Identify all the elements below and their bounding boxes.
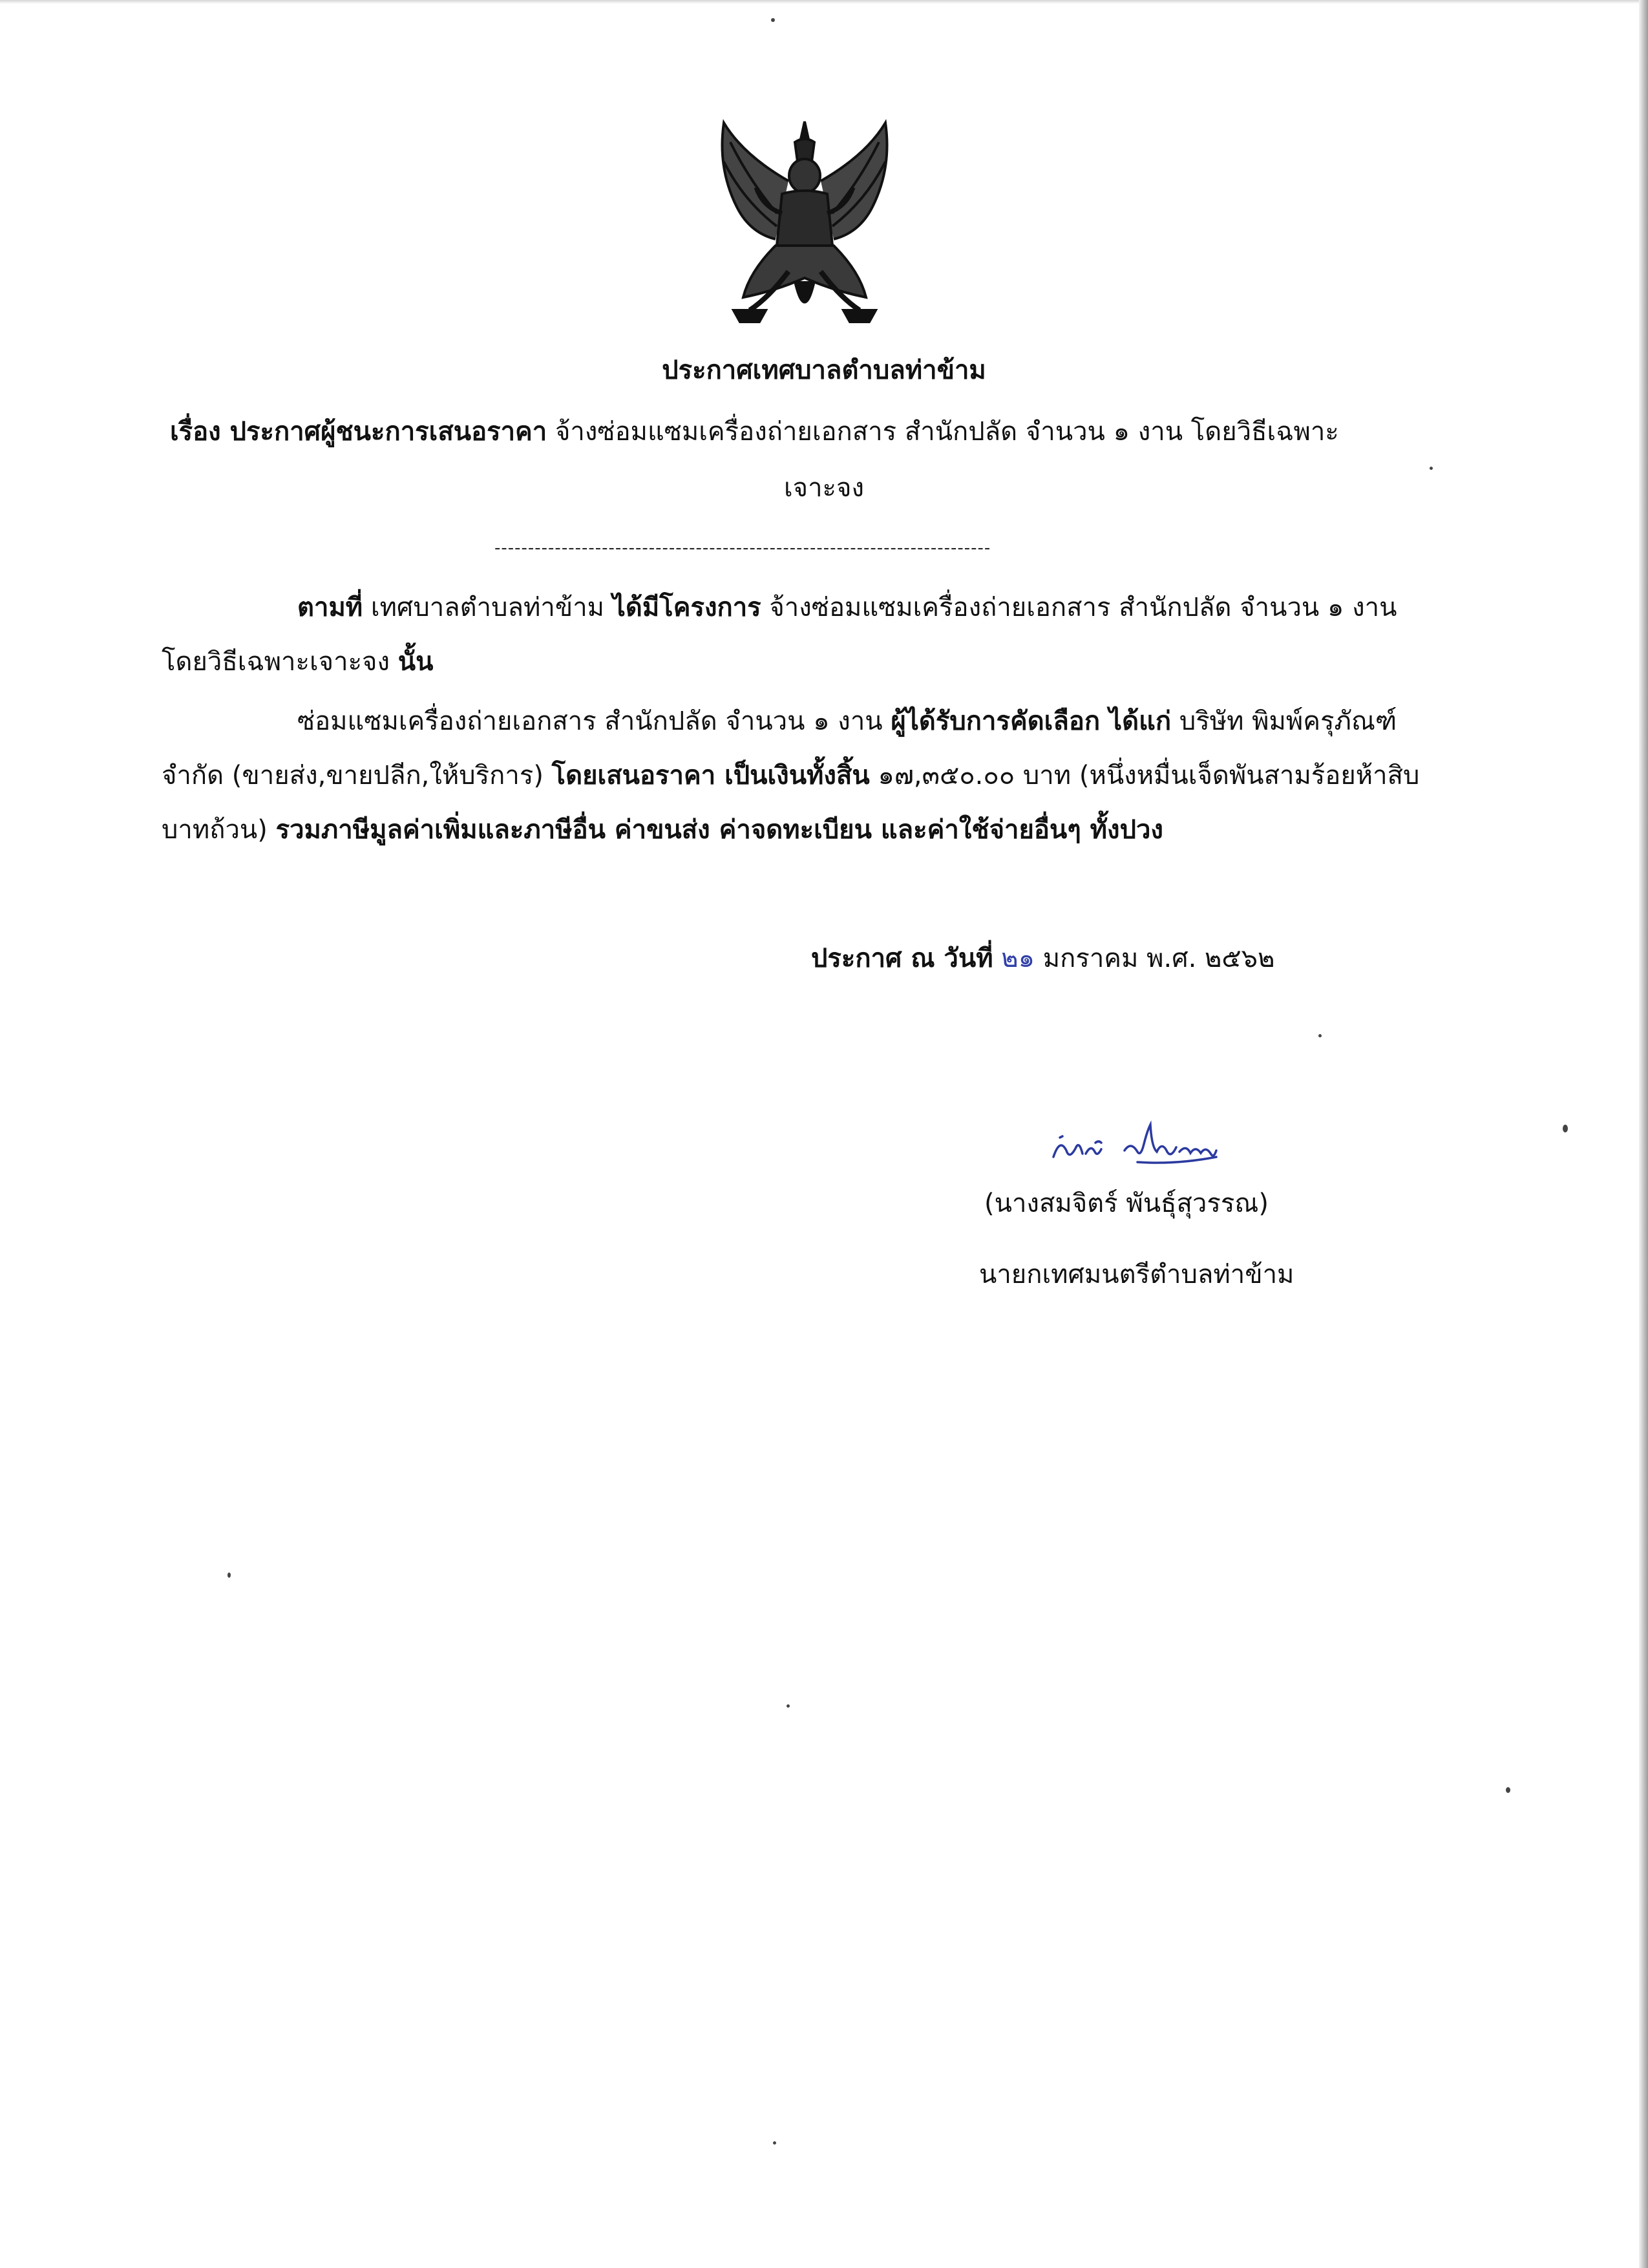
p2-winner-label: ผู้ได้รับการคัดเลือก ได้แก่ [891,706,1172,736]
p2-company: บริษัท พิมพ์ครุภัณฑ์ [1179,706,1397,736]
paragraph-2-line-3 [162,812,1163,848]
p1-lead: ตามที่ [297,593,363,622]
p1-project-label: ได้มีโครงการ [612,593,761,622]
subject-label: เรื่อง ประกาศผู้ชนะการเสนอราคา [170,417,547,447]
scan-speck [1430,467,1433,470]
p2-amount: ๑๗,๓๕๐.๐๐ บาท (หนึ่งหมื่นเจ็ดพันสามร้อยห้าสิบ [878,761,1420,790]
garuda-emblem-icon [704,116,905,330]
scan-speck [787,1704,790,1708]
p1-project: จ้างซ่อมแซมเครื่องถ่ายเอกสาร สำนักปลัด จำนวน ๑ งาน [769,593,1397,622]
signature-mark [1047,1112,1254,1183]
scan-edge-top [0,0,1648,4]
p2-inclusions: รวมภาษีมูลค่าเพิ่มและภาษีอื่น ค่าขนส่ง ค่าจดทะเบียน และค่าใช้จ่ายอื่นๆ ทั้งปวง [275,815,1163,845]
p1-org: เทศบาลตำบลท่าข้าม [370,593,605,622]
paragraph-1-line-1 [297,589,1397,626]
p1-method: โดยวิธีเฉพาะเจาะจง [162,647,390,677]
scan-speck [1563,1125,1568,1132]
signatory-name: (นางสมจิตร์ พันธุ์สุวรรณ) [984,1189,1269,1218]
scan-edge-right [1639,0,1648,2268]
p2-work: ซ่อมแซมเครื่องถ่ายเอกสาร สำนักปลัด จำนวน ๑ งาน [297,706,883,736]
announce-date [811,940,1274,977]
subject-continuation: เจาะจง [783,473,865,503]
scan-speck [1506,1787,1510,1793]
subject-line [170,414,1339,450]
p1-end: นั้น [397,647,434,677]
scan-speck [773,2141,776,2145]
paragraph-2-line-2 [162,758,1419,794]
scan-speck [771,18,775,22]
announce-month-year: มกราคม พ.ศ. ๒๕๖๒ [1042,944,1275,973]
p2-company-cont: จำกัด (ขายส่ง,ขายปลีก,ให้บริการ) [162,761,544,790]
announce-day: ๒๑ [1001,944,1035,973]
subject-text: จ้างซ่อมแซมเครื่องถ่ายเอกสาร สำนักปลัด จำนวน ๑ งาน โดยวิธีเฉพาะ [555,417,1339,447]
p2-amount-cont: บาทถ้วน) [162,815,268,845]
scan-speck [227,1573,231,1578]
divider-line: -------------------------------------------------------------------------- [494,538,991,558]
org-title: ประกาศเทศบาลตำบลท่าข้าม [662,355,986,385]
scan-speck [1318,1034,1322,1037]
paragraph-1-line-2 [162,644,433,680]
signatory-position: นายกเทศมนตรีตำบลท่าข้าม [979,1260,1294,1289]
p2-price-label: โดยเสนอราคา เป็นเงินทั้งสิ้น [551,761,870,790]
announce-label: ประกาศ ณ วันที่ [811,944,993,973]
paragraph-2-line-1 [297,703,1397,739]
